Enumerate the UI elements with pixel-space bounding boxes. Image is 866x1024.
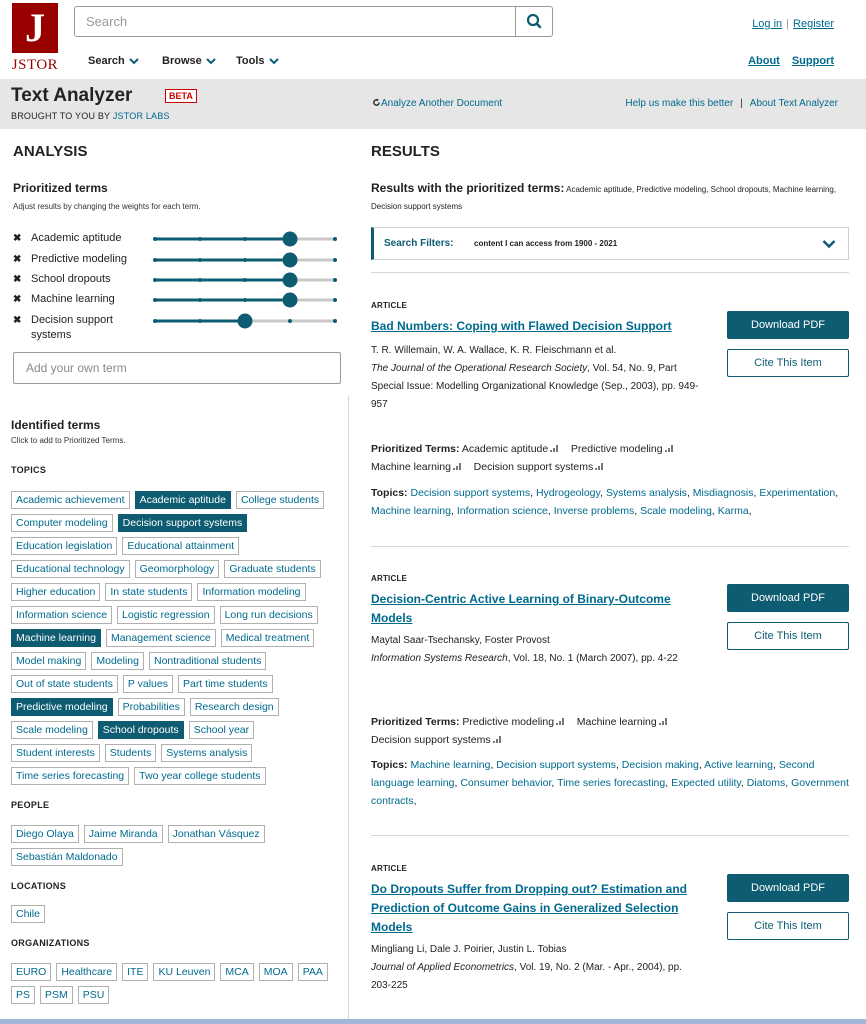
login-link[interactable]: Log in	[752, 18, 783, 30]
prioritized-heading: Prioritized terms	[13, 181, 108, 195]
term-tag[interactable]: School dropouts	[98, 721, 184, 739]
term-tag[interactable]: Education legislation	[11, 537, 117, 555]
term-tag[interactable]: Nontraditional students	[149, 652, 266, 670]
article-details: , Vol. 54, No. 9, Part Special Issue: Modelling Organizational Knowledge (Sep., 2003), pp. 949-957	[371, 363, 699, 410]
term-tag[interactable]: Part time students	[178, 675, 273, 693]
slider-tick	[198, 298, 202, 302]
term-label: School dropouts	[31, 273, 111, 285]
analysis-heading: ANALYSIS	[13, 143, 88, 160]
slider-tick	[153, 319, 157, 323]
topics-label: Topics:	[371, 759, 408, 771]
article-journal: The Journal of the Operational Research Society	[371, 363, 588, 374]
term-tag[interactable]: Educational attainment	[122, 537, 239, 555]
divider	[371, 835, 849, 836]
article-citation	[371, 959, 701, 995]
nav-browse[interactable]	[162, 55, 216, 67]
add-term-input[interactable]	[13, 352, 341, 384]
search-input[interactable]	[75, 7, 515, 36]
divider: |	[740, 98, 743, 109]
filters-label: Search Filters:	[384, 238, 454, 249]
term-label: Academic aptitude	[31, 232, 122, 244]
organizations-label: ORGANIZATIONS	[11, 938, 90, 948]
article-authors: T. R. Willemain, W. A. Wallace, K. R. Fleischmann et al.	[371, 345, 617, 356]
results-with-label: Results with the prioritized terms:	[371, 181, 565, 195]
topic-link[interactable]: Machine learning	[371, 505, 451, 517]
term-label: Predictive modeling	[31, 253, 127, 265]
chevron-down-icon	[269, 58, 279, 65]
term-tag[interactable]: Research design	[190, 698, 279, 716]
nav-search-label: Search	[88, 55, 125, 67]
term-tag[interactable]: Logistic regression	[117, 606, 215, 624]
weight-slider[interactable]	[151, 250, 341, 270]
term-tag[interactable]: Educational technology	[11, 560, 130, 578]
topic-link[interactable]: Systems analysis	[605, 487, 687, 499]
term-tag[interactable]: Jaime Miranda	[84, 825, 163, 843]
organization-tags	[11, 963, 343, 1004]
term-tag[interactable]: PSM	[40, 986, 73, 1004]
term-tag[interactable]: Systems analysis	[161, 744, 252, 762]
site-header	[0, 0, 866, 79]
slider-handle[interactable]	[283, 273, 298, 288]
article-title-link[interactable]: Bad Numbers: Coping with Flawed Decision Support	[371, 319, 672, 333]
term-tag[interactable]: Academic achievement	[11, 491, 130, 509]
slider-tick	[243, 237, 247, 241]
topic-link[interactable]: Inverse problems	[553, 505, 635, 517]
register-link[interactable]: Register	[793, 18, 834, 30]
term-tag[interactable]: Healthcare	[56, 963, 117, 981]
topic-link[interactable]: Active learning	[704, 759, 773, 771]
slider-tick	[153, 298, 157, 302]
download-pdf-button[interactable]: Download PDF	[727, 584, 849, 612]
slider-tick	[153, 278, 157, 282]
term-tag[interactable]: Higher education	[11, 583, 100, 601]
topic-link[interactable]: Experimentation	[759, 487, 836, 499]
slider-tick	[198, 258, 202, 262]
cite-item-button[interactable]: Cite This Item	[727, 622, 849, 650]
cite-item-button[interactable]: Cite This Item	[727, 912, 849, 940]
article-journal: Information Systems Research	[371, 653, 508, 664]
article-citation	[371, 360, 701, 414]
slider-tick	[243, 278, 247, 282]
term-slider-row	[13, 250, 343, 270]
term-tag[interactable]: Model making	[11, 652, 86, 670]
identified-terms-panel	[0, 396, 349, 1024]
jstor-logo-mark: J	[12, 3, 58, 53]
term-tag[interactable]: Information science	[11, 606, 112, 624]
topic-link[interactable]: Karma	[717, 505, 749, 517]
people-label: PEOPLE	[11, 800, 50, 810]
topic-link[interactable]: Decision support systems	[496, 759, 616, 771]
slider-tick	[333, 319, 337, 323]
slider-tick	[333, 258, 337, 262]
topic-link[interactable]: Hydrogeology	[535, 487, 600, 499]
topic-link[interactable]: Decision making	[621, 759, 699, 771]
slider-tick	[198, 319, 202, 323]
nav-search[interactable]	[88, 55, 139, 67]
term-tag[interactable]: School year	[189, 721, 254, 739]
prioritized-term: Predictive modeling	[570, 443, 663, 455]
term-slider-row	[13, 290, 343, 310]
locations-label: LOCATIONS	[11, 881, 67, 891]
topic-link[interactable]: Information science	[456, 505, 548, 517]
prioritized-term: Academic aptitude	[461, 443, 549, 455]
nav-browse-label: Browse	[162, 55, 202, 67]
chevron-down-icon	[129, 58, 139, 65]
slider-tick	[198, 237, 202, 241]
divider: |	[786, 18, 790, 30]
remove-term-icon[interactable]: ✖	[13, 294, 22, 305]
help-links	[625, 98, 838, 109]
article-prioritized-terms	[371, 440, 701, 476]
results-with-terms	[371, 180, 849, 215]
term-tag[interactable]: Medical treatment	[221, 629, 314, 647]
term-tag[interactable]: MOA	[259, 963, 293, 981]
topic-link[interactable]: Machine learning	[410, 759, 491, 771]
slider-tick	[333, 298, 337, 302]
article-details: , Vol. 18, No. 1 (March 2007), pp. 4-22	[507, 653, 678, 664]
slider-tick	[288, 319, 292, 323]
slider-tick	[333, 237, 337, 241]
article-topics	[371, 756, 851, 810]
remove-term-icon[interactable]: ✖	[13, 315, 22, 326]
term-tag[interactable]: Scale modeling	[11, 721, 93, 739]
search-button[interactable]	[515, 7, 552, 36]
result-article	[371, 301, 849, 531]
people-tags	[11, 825, 343, 866]
article-type: ARTICLE	[371, 574, 408, 583]
slider-tick	[243, 298, 247, 302]
term-tag[interactable]: College students	[236, 491, 324, 509]
article-authors: Mingliang Li, Dale J. Poirier, Justin L. Tobias	[371, 944, 567, 955]
term-tag[interactable]: Sebastián Maldonado	[11, 848, 123, 866]
term-slider-row	[13, 311, 343, 341]
term-tag[interactable]: Diego Olaya	[11, 825, 79, 843]
article-type: ARTICLE	[371, 301, 408, 310]
prioritized-term: Machine learning	[576, 716, 657, 728]
download-pdf-button[interactable]: Download PDF	[727, 874, 849, 902]
weight-bars-icon	[665, 444, 674, 452]
topic-link[interactable]: Decision support systems	[410, 487, 531, 499]
prioritized-term: Decision support systems	[371, 734, 491, 746]
search-icon	[516, 7, 553, 36]
refresh-icon	[372, 98, 381, 107]
term-tag[interactable]: Computer modeling	[11, 514, 113, 532]
term-tag[interactable]: Management science	[106, 629, 216, 647]
article-type: ARTICLE	[371, 864, 408, 873]
analyze-another-link[interactable]	[372, 98, 502, 109]
weight-slider[interactable]	[151, 270, 341, 290]
article-citation	[371, 650, 701, 668]
nav-tools[interactable]	[236, 55, 279, 67]
jstor-logo-text: JSTOR	[11, 57, 59, 73]
weight-bars-icon	[493, 735, 502, 743]
jstor-logo[interactable]	[10, 3, 60, 75]
term-tag[interactable]: Decision support systems	[118, 514, 248, 532]
article-title-link[interactable]: Do Dropouts Suffer from Dropping out? Estimation and Prediction of Outcome Gains in Generalized Selection Models	[371, 882, 687, 934]
nav-tools-label: Tools	[236, 55, 265, 67]
brought-by	[11, 111, 170, 121]
term-tag[interactable]: In state students	[105, 583, 192, 601]
topic-link[interactable]: Second language learning	[371, 759, 815, 789]
article-title-link[interactable]: Decision-Centric Active Learning of Binary-Outcome Models	[371, 592, 671, 625]
prioritized-term: Decision support systems	[473, 461, 594, 473]
download-pdf-button[interactable]: Download PDF	[727, 311, 849, 339]
article-journal: Journal of Applied Econometrics	[371, 962, 515, 973]
weight-bars-icon	[659, 717, 668, 725]
weight-bars-icon	[453, 462, 462, 470]
results-heading: RESULTS	[371, 143, 440, 160]
beta-badge: BETA	[165, 89, 197, 103]
info-links	[736, 55, 834, 67]
term-tag[interactable]: Student interests	[11, 744, 100, 762]
topic-link[interactable]: Diatoms	[746, 777, 786, 789]
analysis-panel	[0, 129, 349, 396]
topics-list: Decision support systems, Hydrogeology, Systems analysis, Misdiagnosis, Experimentation, Machine learning, Information science, Inverse problems, Scale modeling, Karma,	[371, 487, 839, 517]
term-label: Machine learning	[31, 293, 115, 305]
article-prioritized-terms	[371, 713, 701, 749]
term-tag[interactable]: KU Leuven	[153, 963, 215, 981]
pt-label: Prioritized Terms:	[371, 716, 460, 728]
slider-tick	[333, 278, 337, 282]
help-link[interactable]: Help us make this better	[625, 98, 734, 109]
weight-slider[interactable]	[151, 229, 341, 249]
topic-link[interactable]: Misdiagnosis	[692, 487, 754, 499]
prioritized-term: Predictive modeling	[462, 716, 555, 728]
slider-handle[interactable]	[283, 232, 298, 247]
divider	[371, 546, 849, 547]
results-with-terms-list: Academic aptitude, Predictive modeling, School dropouts, Machine learning, Decision support systems	[371, 185, 837, 211]
tool-banner	[0, 79, 866, 129]
article-topics	[371, 484, 851, 520]
brought-by-label: BROUGHT TO YOU BY	[11, 111, 111, 121]
weight-bars-icon	[556, 717, 565, 725]
pt-label: Prioritized Terms:	[371, 443, 460, 455]
term-tag[interactable]: Chile	[11, 905, 45, 923]
term-tag[interactable]: Jonathan Vásquez	[168, 825, 265, 843]
topics-label: Topics:	[371, 487, 408, 499]
search-box	[74, 6, 553, 37]
chevron-down-icon	[822, 239, 836, 249]
term-tag[interactable]: Graduate students	[224, 560, 320, 578]
page-title: Text Analyzer	[11, 85, 133, 106]
term-tag[interactable]: PSU	[78, 986, 110, 1004]
term-tag[interactable]: Information modeling	[197, 583, 305, 601]
cite-item-button[interactable]: Cite This Item	[727, 349, 849, 377]
term-tag[interactable]: Students	[105, 744, 156, 762]
identified-heading: Identified terms	[11, 418, 101, 432]
topic-link[interactable]: Consumer behavior	[460, 777, 552, 789]
term-tag[interactable]: PS	[11, 986, 35, 1004]
term-tag[interactable]: Long run decisions	[220, 606, 318, 624]
topic-tags	[11, 491, 343, 785]
term-tag[interactable]: Two year college students	[134, 767, 265, 785]
term-tag[interactable]: Modeling	[91, 652, 144, 670]
slider-handle[interactable]	[283, 293, 298, 308]
slider-tick	[153, 237, 157, 241]
slider-tick	[153, 258, 157, 262]
topics-list: Machine learning, Decision support systems, Decision making, Active learning, Second language learning, Consumer behavior, Time series forecasting, Expected utility, Diatoms, Government contracts,	[371, 759, 849, 807]
slider-tick	[243, 258, 247, 262]
support-link[interactable]: Support	[791, 55, 834, 67]
results-panel	[349, 129, 866, 1024]
search-filters-dropdown[interactable]	[371, 227, 849, 260]
term-tag[interactable]: P values	[123, 675, 173, 693]
filters-value: content I can access from 1900 - 2021	[474, 239, 618, 248]
term-slider-row	[13, 229, 343, 249]
jstor-labs-link[interactable]: JSTOR LABS	[112, 111, 170, 121]
weight-slider[interactable]	[151, 311, 341, 331]
slider-handle[interactable]	[238, 314, 253, 329]
window-bottom-edge	[0, 1019, 866, 1024]
identified-subtext: Click to add to Prioritized Terms.	[11, 436, 126, 445]
topic-link[interactable]: Expected utility	[671, 777, 741, 789]
topics-label: TOPICS	[11, 465, 47, 475]
weight-bars-icon	[595, 462, 604, 470]
term-tag[interactable]: Predictive modeling	[11, 698, 113, 716]
term-tag[interactable]: Academic aptitude	[135, 491, 231, 509]
weight-bars-icon	[550, 444, 559, 452]
analyze-another-label: Analyze Another Document	[381, 98, 503, 109]
article-details: , Vol. 19, No. 2 (Mar. - Apr., 2004), pp. 203-225	[371, 962, 682, 991]
divider	[371, 272, 849, 273]
topic-link[interactable]: Time series forecasting	[557, 777, 666, 789]
topic-link[interactable]: Scale modeling	[640, 505, 712, 517]
term-tag[interactable]: Geomorphology	[135, 560, 220, 578]
term-tag[interactable]: PAA	[298, 963, 328, 981]
slider-handle[interactable]	[283, 253, 298, 268]
term-tag[interactable]: MCA	[220, 963, 253, 981]
remove-term-icon[interactable]: ✖	[13, 274, 22, 285]
term-label: Decision support systems	[31, 314, 113, 341]
weight-slider[interactable]	[151, 290, 341, 310]
term-slider-row	[13, 270, 343, 290]
remove-term-icon[interactable]: ✖	[13, 254, 22, 265]
article-authors: Maytal Saar-Tsechansky, Foster Provost	[371, 635, 550, 646]
term-tag[interactable]: ITE	[122, 963, 148, 981]
term-tag[interactable]: Probabilities	[118, 698, 185, 716]
term-tag[interactable]: Machine learning	[11, 629, 101, 647]
term-tag[interactable]: Time series forecasting	[11, 767, 129, 785]
slider-tick	[198, 278, 202, 282]
topic-link[interactable]: Government contracts	[371, 777, 849, 807]
term-tag[interactable]: EURO	[11, 963, 51, 981]
prioritized-subtext: Adjust results by changing the weights for each term.	[13, 202, 201, 211]
about-link[interactable]: About	[748, 55, 780, 67]
location-tags	[11, 905, 343, 923]
result-article	[371, 864, 849, 1024]
account-links	[752, 18, 834, 30]
chevron-down-icon	[206, 58, 216, 65]
remove-term-icon[interactable]: ✖	[13, 233, 22, 244]
about-text-analyzer-link[interactable]: About Text Analyzer	[749, 98, 838, 109]
term-tag[interactable]: Out of state students	[11, 675, 118, 693]
result-article	[371, 574, 849, 814]
prioritized-term: Machine learning	[371, 461, 451, 473]
